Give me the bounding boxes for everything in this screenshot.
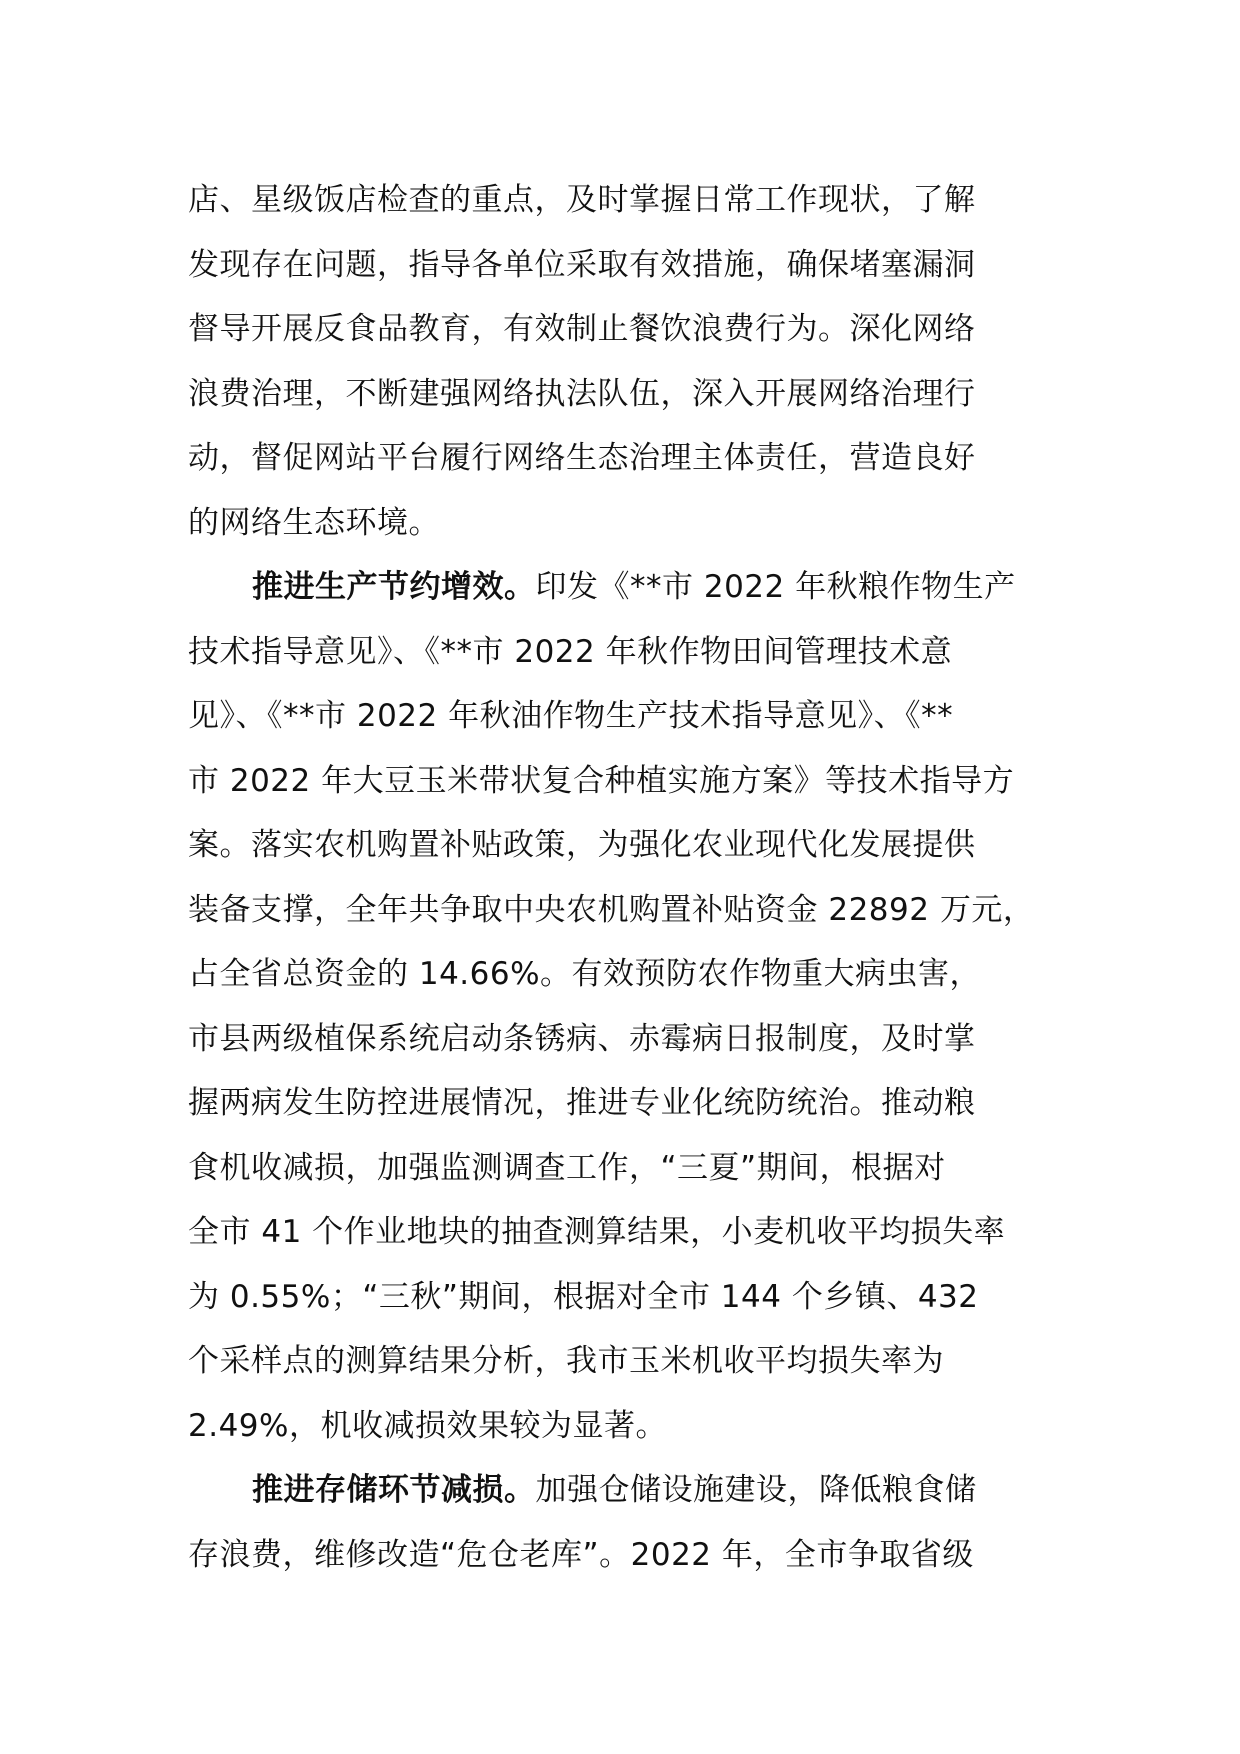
text-line: 动，督促网站平台履行网络生态治理主体责任，营造良好 bbox=[188, 440, 976, 476]
text-line: 督导开展反食品教育，有效制止餐饮浪费行为。深化网络 bbox=[188, 311, 976, 347]
paragraph-2 bbox=[188, 555, 1108, 1458]
text-line: 存浪费，维修改造“危仓老库”。2022 年，全市争取省级 bbox=[188, 1536, 974, 1573]
text-line: 店、星级饭店检查的重点，及时掌握日常工作现状，了解 bbox=[188, 182, 976, 218]
text-line: 浪费治理，不断建强网络执法队伍，深入开展网络治理行 bbox=[188, 375, 976, 412]
text-run: 加强仓储设施建设，降低粮食储 bbox=[535, 1472, 977, 1508]
text-line: 市县两级植保系统启动条锈病、赤霉病日报制度，及时掌 bbox=[188, 1020, 976, 1057]
paragraph-heading: 推进存储环节减损。 bbox=[252, 1472, 536, 1508]
paragraph-heading: 推进生产节约增效。 bbox=[252, 569, 536, 605]
text-line: 为 0.55%；“三秋”期间，根据对全市 144 个乡镇、432 bbox=[188, 1278, 979, 1315]
text-line: 见》、《**市 2022 年秋油作物生产技术指导意见》、《** bbox=[188, 698, 954, 734]
text-line: 的网络生态环境。 bbox=[188, 504, 440, 541]
text-line: 占全省总资金的 14.66%。有效预防农作物重大病虫害， bbox=[188, 956, 982, 992]
paragraph-first-line bbox=[188, 1458, 1108, 1523]
text-line: 案。落实农机购置补贴政策，为强化农业现代化发展提供 bbox=[188, 827, 976, 863]
text-line: 个采样点的测算结果分析，我市玉米机收平均损失率为 bbox=[188, 1343, 944, 1379]
text-line: 握两病发生防控进展情况，推进专业化统防统治。推动粮 bbox=[188, 1085, 976, 1121]
paragraph-3 bbox=[188, 1458, 1108, 1587]
text-line: 食机收减损，加强监测调查工作，“三夏”期间，根据对 bbox=[188, 1149, 946, 1186]
document-body bbox=[188, 168, 1108, 1587]
text-line: 技术指导意见》、《**市 2022 年秋作物田间管理技术意 bbox=[188, 633, 953, 670]
text-line: 2.49%，机收减损效果较为显著。 bbox=[188, 1407, 667, 1444]
text-line: 发现存在问题，指导各单位采取有效措施，确保堵塞漏洞 bbox=[188, 246, 976, 283]
text-run: 印发《**市 2022 年秋粮作物生产 bbox=[535, 569, 1016, 605]
paragraph-first-line bbox=[188, 555, 1108, 620]
text-line: 装备支撑，全年共争取中央农机购置补贴资金 22892 万元， bbox=[188, 891, 1035, 928]
text-line: 全市 41 个作业地块的抽查测算结果，小麦机收平均损失率 bbox=[188, 1214, 1006, 1250]
text-line: 市 2022 年大豆玉米带状复合种植实施方案》等技术指导方 bbox=[188, 762, 1015, 799]
paragraph-1 bbox=[188, 168, 1108, 555]
